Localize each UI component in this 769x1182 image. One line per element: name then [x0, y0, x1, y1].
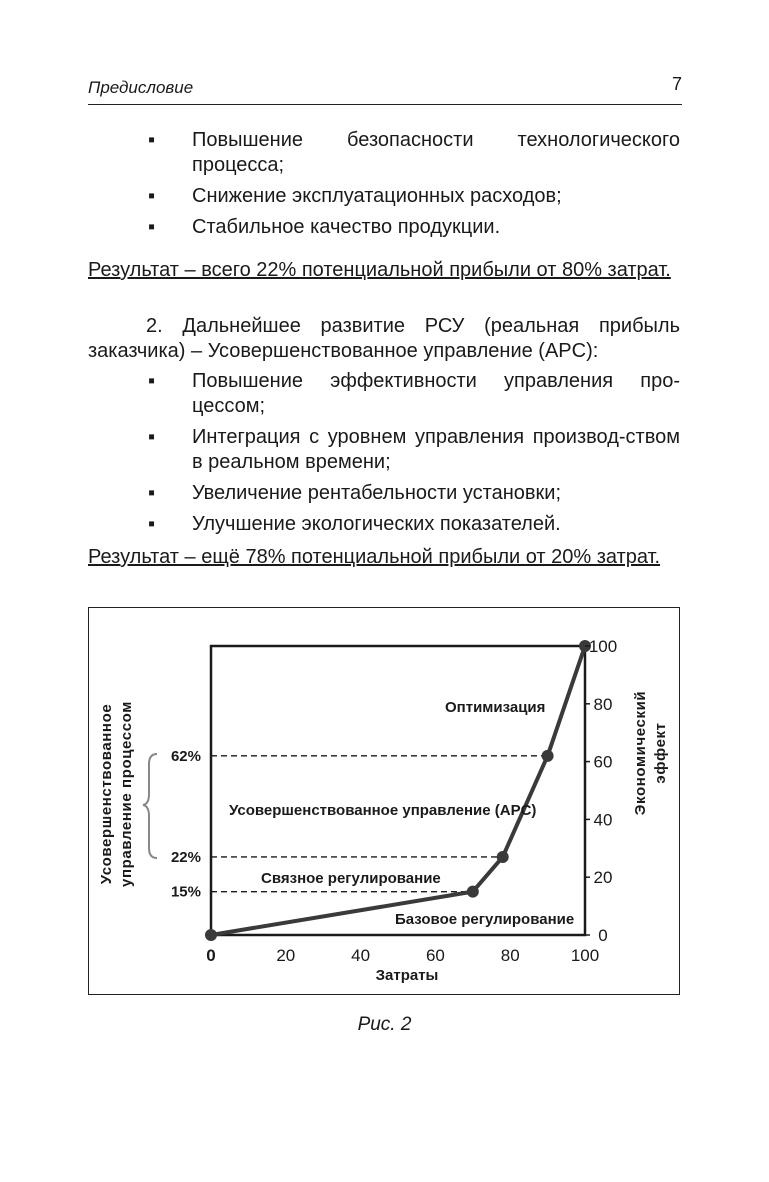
- data-point: [205, 929, 217, 941]
- list-item: ▪ Улучшение экологических показателей.: [148, 513, 561, 535]
- list-item: ▪ Стабильное качество продукции.: [148, 216, 501, 238]
- bullet-icon: ▪: [148, 426, 156, 448]
- section-1-bullets-block: [88, 128, 680, 246]
- data-point: [497, 851, 509, 863]
- chart: [89, 608, 679, 994]
- reference-label: 15%: [170, 883, 201, 901]
- list-item: ▪ Интеграция с уровнем управления производ-ством в реальном времени;: [148, 426, 680, 473]
- list-item: ▪ Увеличение рентабельности установки;: [148, 482, 562, 504]
- page-number: 7: [671, 74, 682, 94]
- y-tick-label: 40: [593, 810, 613, 830]
- list-item: ▪ Повышение безопасности технологического процесса;: [148, 129, 680, 176]
- result-1: Результат – всего 22% потенциальной прибыли от 80% затрат.: [88, 259, 671, 281]
- brace-icon: [143, 754, 157, 858]
- region-label-optimization: Оптимизация: [445, 699, 546, 716]
- reference-label: 62%: [170, 747, 201, 765]
- y-left-label-line-2: управление процессом: [118, 701, 135, 887]
- x-tick-label: 80: [500, 946, 520, 965]
- chapter-title: Предисловие: [88, 78, 194, 97]
- y-tick-label: 60: [593, 752, 613, 772]
- data-point: [542, 750, 554, 762]
- x-axis-label: Затраты: [375, 967, 439, 984]
- region-label-apc: Усовершенствованное управление (APC): [229, 802, 537, 819]
- bullet-list-2: [88, 369, 680, 537]
- figure-frame: [88, 607, 680, 995]
- bullet-icon: ▪: [148, 185, 156, 207]
- bullet-icon: ▪: [148, 216, 156, 238]
- y-tick-label: 0: [598, 926, 608, 945]
- figure-caption: Рис. 2: [357, 1014, 412, 1035]
- result-2: Результат – ещё 78% потенциальной прибыли от 20% затрат.: [88, 546, 661, 568]
- y-tick-label: 100: [588, 637, 618, 656]
- data-point: [467, 886, 479, 898]
- paragraph-2: 2. Дальнейшее развитие РСУ (реальная прибыль заказчика) – Усовершенствованное управление (APC):: [88, 315, 680, 362]
- y-tick-label: 80: [593, 694, 613, 714]
- x-tick-label: 20: [276, 946, 296, 965]
- region-label-basic: Базовое регулирование: [395, 911, 575, 928]
- list-item: ▪ Снижение эксплуатационных расходов;: [148, 185, 562, 207]
- running-header: [88, 74, 682, 105]
- region-label-linked: Связное регулирование: [261, 870, 441, 887]
- bullet-icon: ▪: [148, 129, 156, 151]
- y-tick-label: 20: [593, 868, 613, 888]
- bullet-icon: ▪: [148, 370, 156, 392]
- reference-label: 22%: [170, 848, 201, 866]
- bullet-icon: ▪: [148, 482, 156, 504]
- y-left-label-line-1: Усовершенствованное: [98, 703, 115, 885]
- series-line: [211, 646, 585, 935]
- y-right-label-line-2: эффект: [652, 722, 669, 784]
- x-tick-label: 0: [206, 946, 216, 965]
- x-tick-label: 40: [351, 946, 371, 965]
- plot-area-frame: [211, 646, 585, 935]
- bullet-list-1: [88, 128, 680, 240]
- list-item: ▪ Повышение эффективности управления про-цессом;: [148, 370, 680, 417]
- bullet-icon: ▪: [148, 513, 156, 535]
- y-right-label-line-1: Экономический: [632, 690, 649, 816]
- x-tick-label: 60: [425, 946, 445, 965]
- x-tick-label: 100: [570, 946, 600, 965]
- section-2-bullets-block: [88, 369, 680, 543]
